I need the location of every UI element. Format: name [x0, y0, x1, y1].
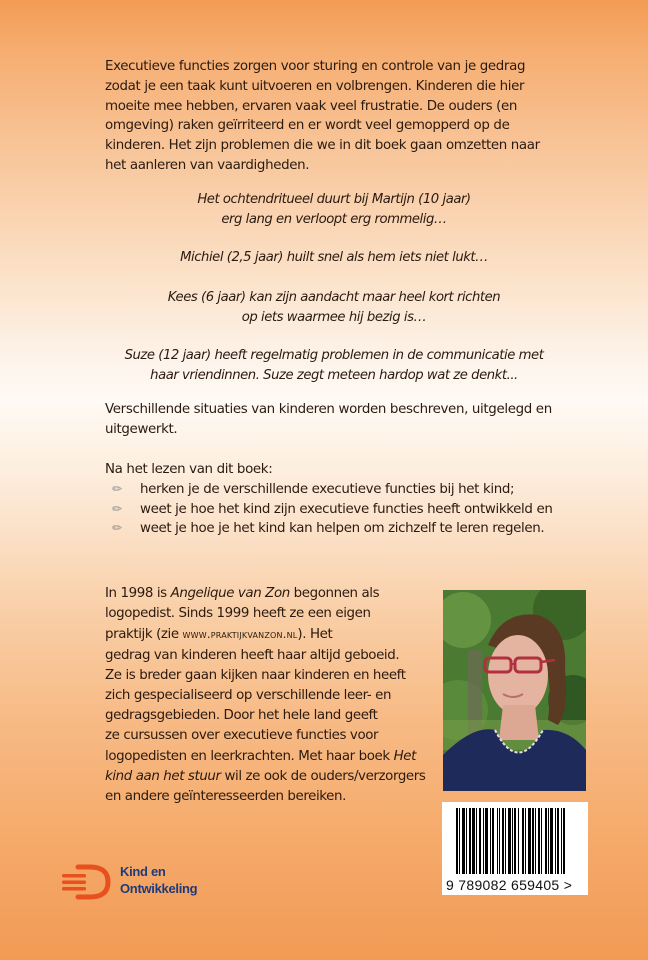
list-item: [105, 519, 575, 539]
situations-line: Verschillende situaties van kinderen worden beschreven, uitgelegd en: [105, 402, 552, 417]
list-item-text: weet je hoe het kind zijn executieve functies heeft ontwikkeld en: [140, 501, 553, 517]
quote-suze: [100, 346, 568, 385]
list-item-text: weet je hoe je het kind kan helpen om zichzelf te leren regelen.: [140, 521, 545, 537]
author-name: Angelique van Zon: [170, 586, 290, 601]
publisher-name: [120, 863, 197, 897]
intro-line: Executieve functies zorgen voor sturing en controle van je gedrag: [105, 59, 526, 74]
publisher-name-line2: Ontwikkeling: [120, 881, 198, 896]
quote-kees: [100, 288, 568, 327]
bio-line: ze cursussen over executieve functies voor: [105, 728, 379, 744]
bio-line: Ze is breder gaan kijken naar kinderen en heeft: [105, 667, 406, 683]
bio-text: In 1998 is: [105, 586, 171, 601]
book-title: Het: [393, 748, 416, 764]
outcomes-list: [105, 480, 575, 539]
bio-line: en andere geïnteresseerden bereiken.: [105, 789, 346, 805]
intro-line: omgeving) raken geïrriteerd en er wordt veel gemopperd op de: [105, 118, 510, 134]
quote-line: Het ochtendritueel duurt bij Martijn (10 jaar): [197, 192, 471, 207]
bio-line: gedragsgebieden. Door het hele land geeft: [105, 708, 378, 724]
quote-line: Kees (6 jaar) kan zijn aandacht maar heel kort richten: [167, 290, 501, 305]
bio-text: logopedisten en leerkrachten. Met haar boek: [105, 748, 394, 764]
website-link: www.praktijkvanzon.nl: [182, 627, 298, 642]
pencil-icon: ✏: [112, 521, 122, 536]
author-photo: [443, 590, 586, 791]
pencil-icon: ✏: [112, 482, 122, 496]
pencil-icon: ✏: [112, 501, 122, 516]
publisher-logo: [60, 862, 220, 902]
bio-line: gedrag van kinderen heeft haar altijd geboeid.: [105, 647, 400, 663]
author-bio: [105, 584, 437, 807]
bio-line: logopedist. Sinds 1999 heeft ze een eigen: [105, 606, 371, 622]
bio-text: praktijk (zie: [105, 627, 183, 643]
quote-line: erg lang en verloopt erg rommelig…: [221, 211, 447, 227]
bio-text: begonnen als: [289, 586, 380, 601]
bio-line: [105, 747, 437, 767]
book-title: kind aan het stuur: [105, 768, 221, 784]
intro-line: moeite mee hebben, ervaren vaak veel frustratie. De ouders (en: [105, 98, 518, 114]
isbn-barcode: [442, 802, 588, 895]
barcode-bars: [456, 808, 574, 874]
intro-paragraph: [105, 57, 565, 176]
bio-line: zich gespecialiseerd op verschillende leer- en: [105, 688, 392, 704]
list-item-text: herken je de verschillende executieve functies bij het kind;: [140, 482, 515, 497]
quote-line: haar vriendinnen. Suze zegt meteen hardop wat ze denkt...: [150, 367, 518, 383]
bio-line: [105, 584, 437, 604]
intro-line: het aanleren van vaardigheden.: [105, 157, 310, 173]
intro-line: kinderen. Het zijn problemen die we in dit boek gaan omzetten naar: [105, 138, 540, 154]
portrait-illustration: [443, 590, 586, 791]
list-intro: Na het lezen van dit boek:: [105, 462, 273, 477]
quote-martijn: [100, 190, 568, 229]
intro-line: zodat je een taak kunt uitvoeren en volbrengen. Kinderen die hier: [105, 78, 525, 94]
bio-text: ). Het: [297, 627, 333, 643]
bio-text: wil ze ook de ouders/verzorgers: [220, 768, 426, 784]
quote-line: Suze (12 jaar) heeft regelmatig problemen in de communicatie met: [124, 348, 544, 363]
kind-en-ontwikkeling-logo-icon: [60, 862, 116, 902]
list-item: [105, 480, 575, 500]
isbn-number: 9 789082 659405 >: [446, 877, 573, 893]
situations-line: uitgewerkt.: [105, 421, 178, 437]
publisher-name-line1: Kind en: [120, 864, 166, 879]
quote-line: Michiel (2,5 jaar) huilt snel als hem iets niet lukt…: [180, 250, 488, 265]
quote-line: op iets waarmee hij bezig is…: [241, 309, 427, 325]
list-item: [105, 500, 575, 520]
bio-line: [105, 624, 437, 645]
bio-line: [105, 767, 437, 787]
quote-michiel: [100, 248, 568, 268]
situations-paragraph: [105, 400, 565, 440]
